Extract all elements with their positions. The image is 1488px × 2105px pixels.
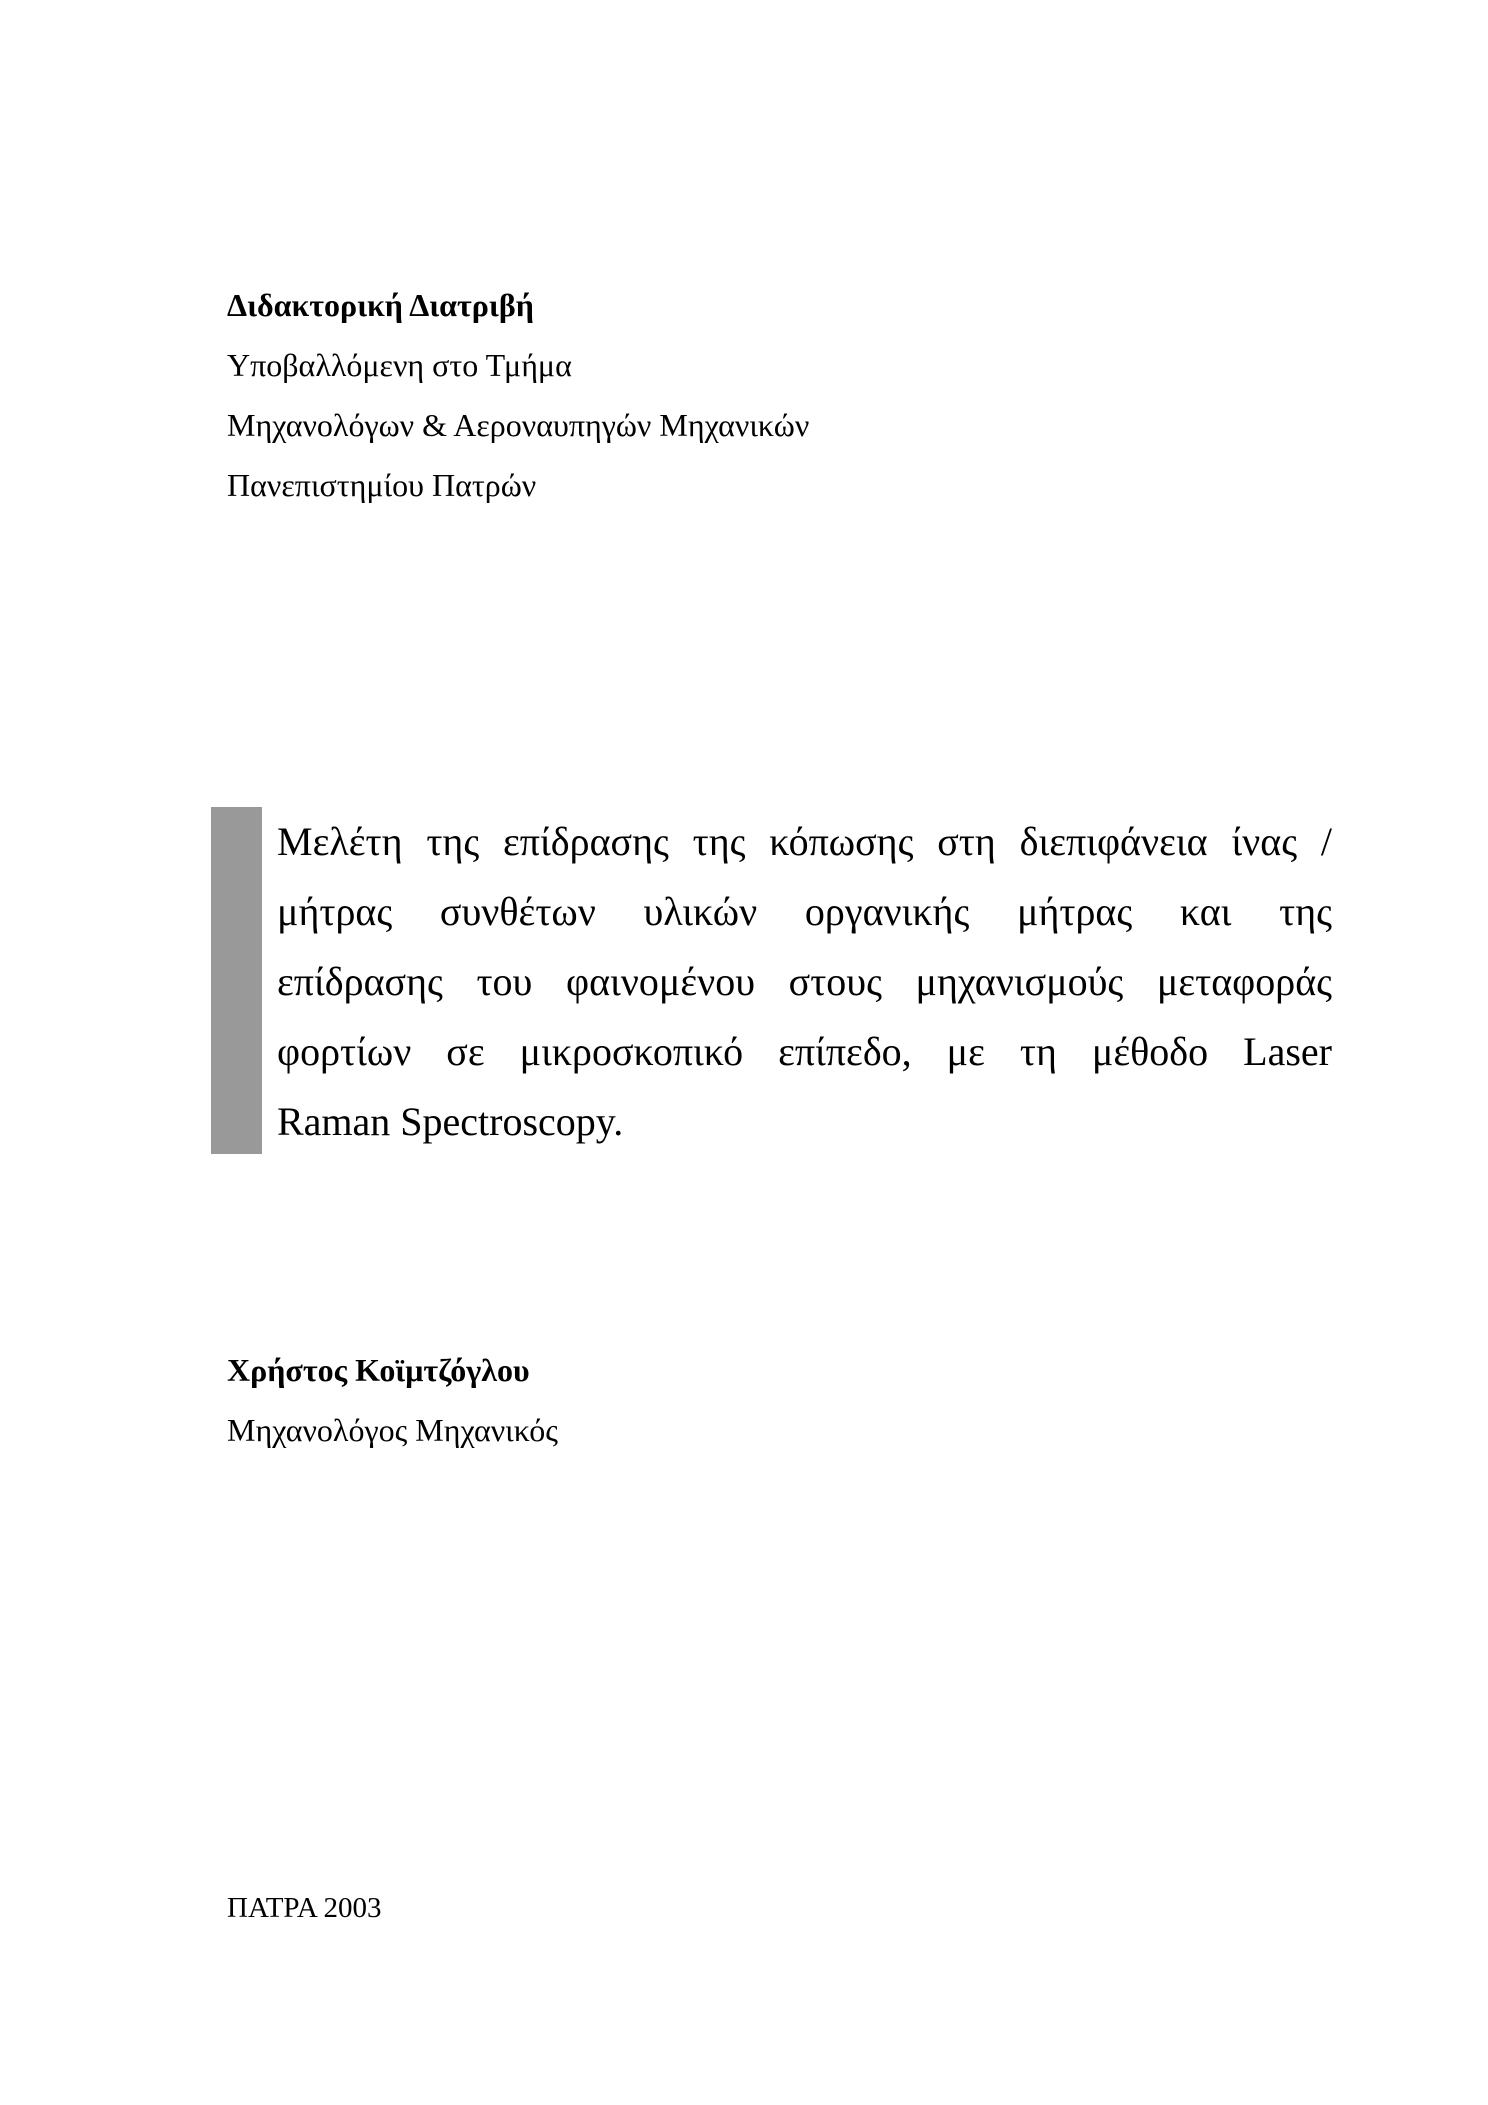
title-line-3: επίδρασης του φαινομένου στους μηχανισμούς μεταφοράς	[277, 959, 1332, 1004]
department-name: Μηχανολόγων & Αεροναυπηγών Μηχανικών	[227, 407, 810, 443]
title-line-2: μήτρας συνθέτων υλικών οργανικής μήτρας και της	[277, 889, 1332, 934]
title-line-4: φορτίων σε μικροσκοπικό επίπεδο, με τη μέθοδο Laser	[277, 1029, 1332, 1074]
place-year: ΠΑΤΡΑ 2003	[227, 1892, 382, 1924]
author-name: Χρήστος Κοϊμτζόγλου	[227, 1352, 530, 1388]
thesis-title-block	[211, 807, 1332, 1154]
submission-header	[227, 275, 1227, 515]
author-block	[227, 1340, 1227, 1460]
title-accent-bar	[211, 807, 262, 1154]
thesis-title	[277, 807, 1332, 1157]
title-line-5: Raman Spectroscopy.	[277, 1099, 624, 1144]
doc-type-label: Διδακτορική Διατριβή	[227, 287, 534, 323]
university-name: Πανεπιστημίου Πατρών	[227, 467, 537, 503]
author-profession: Μηχανολόγος Μηχανικός	[227, 1412, 558, 1448]
submitted-to-label: Υποβαλλόμενη στο Τμήμα	[227, 347, 572, 383]
title-line-1: Μελέτη της επίδρασης της κόπωσης στη διεπιφάνεια ίνας /	[277, 819, 1332, 864]
